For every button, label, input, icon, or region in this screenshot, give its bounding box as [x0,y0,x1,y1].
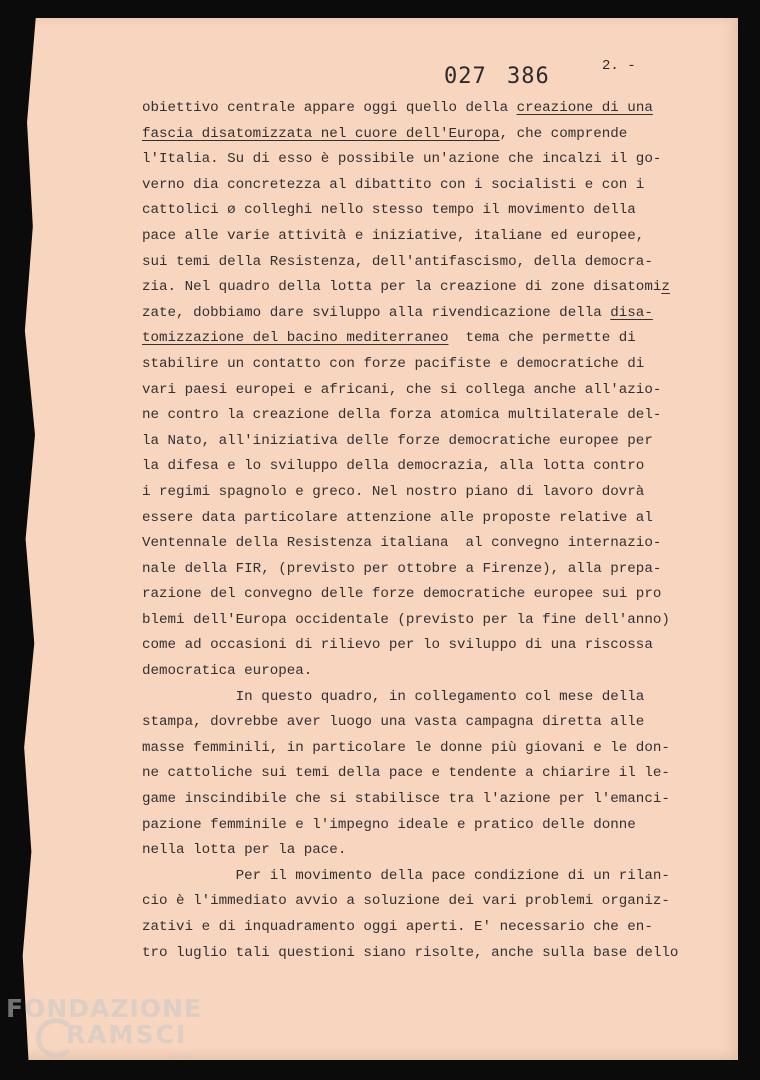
line-text: blemi dell'Europa occidentale (previsto per la fine dell'anno) [142,611,670,628]
line-text: game inscindibile che si stabilisce tra l'azione per l'emanci- [142,791,670,808]
line-text: i regimi spagnolo e greco. Nel nostro piano di lavoro dovrà [142,483,645,500]
line-text: Per il movimento della pace condizione di un rilan- [142,867,670,884]
text-line [142,429,712,455]
text-line [142,198,712,224]
underlined-text: disa- [610,304,653,321]
text-line [142,710,712,736]
text-line [142,864,712,890]
text-line [142,941,712,967]
text-line [142,301,712,327]
text-line [142,352,712,378]
line-text: In questo quadro, in collegamento col mese della [142,688,645,705]
text-line [142,633,712,659]
line-text: ne contro la creazione della forza atomica multilaterale del- [142,407,662,424]
text-line [142,454,712,480]
line-text: nella lotta per la pace. [142,842,347,859]
text-line [142,173,712,199]
text-line [142,531,712,557]
text-line [142,608,712,634]
watermark-line-fondazione: FONDAZIONE [6,994,203,1023]
text-line [142,403,712,429]
line-text: Ventennale della Resistenza italiana al convegno internazio- [142,535,662,552]
line-text: zate, dobbiamo dare sviluppo alla rivendicazione della [142,304,611,321]
line-text: cattolici ø colleghi nello stesso tempo il movimento della [142,202,636,219]
text-line [142,813,712,839]
line-text: nale della FIR, (previsto per ottobre a Firenze), alla prepa- [142,560,662,577]
line-text: la difesa e lo sviluppo della democrazia, alla lotta contro [142,458,645,475]
line-text: l'Italia. Su di esso è possibile un'azione che incalzi il go- [142,151,662,168]
line-text: la Nato, all'iniziativa delle forze democratiche europee per [142,432,653,449]
text-line [142,506,712,532]
text-line [142,889,712,915]
text-line [142,838,712,864]
text-line [142,96,712,122]
text-line [142,250,712,276]
text-line [142,275,712,301]
underlined-text: tomizzazione del bacino mediterraneo [142,330,449,347]
text-line [142,122,712,148]
text-line [142,685,712,711]
text-line [142,787,712,813]
line-text: obiettivo centrale appare oggi quello della [142,100,517,116]
text-line [142,480,712,506]
line-text: razione del convegno delle forze democratiche europee sui pro [142,586,662,603]
text-line [142,761,712,787]
line-text: democratica europea. [142,663,313,680]
line-text: pazione femminile e l'impegno ideale e pratico delle donne [142,816,636,833]
line-text: zia. Nel quadro della lotta per la creazione di zone disatomi [142,279,662,296]
fondazione-gramsci-watermark [6,994,203,1074]
text-line [142,915,712,941]
line-text: cio è l'immediato avvio a soluzione dei vari problemi organiz- [142,893,670,910]
watermark-small-text: ONLUS [168,1052,192,1060]
line-text: essere data particolare attenzione alle proposte relative al [142,509,653,526]
text-line [142,224,712,250]
page-number: 2. - [602,58,636,74]
text-line [142,659,712,685]
line-text: stabilire un contatto con forze pacifiste e democratiche di [142,355,645,372]
underlined-text: creazione di una [516,100,653,116]
text-line [142,582,712,608]
line-text: sui temi della Resistenza, dell'antifascismo, della democra- [142,253,653,270]
watermark-line-gramsci: RAMSCI [66,1020,188,1049]
text-line [142,326,712,352]
line-text: tro luglio tali questioni siano risolte, anche sulla base dello [142,944,679,961]
line-text: pace alle varie attività e iniziative, italiane ed europee, [142,227,645,244]
text-line [142,557,712,583]
archive-reference-number: 027 386 [444,64,550,89]
line-text: , che comprende [499,125,628,142]
line-text: tema che permette di [448,330,636,347]
line-text: come ad occasioni di rilievo per lo sviluppo di una riscossa [142,637,653,654]
line-text: verno dia concretezza al dibattito con i socialisti e con i [142,176,645,193]
line-text: stampa, dovrebbe aver luogo una vasta campagna diretta alle [142,714,645,731]
line-text: ne cattoliche sui temi della pace e tendente a chiarire il le- [142,765,670,782]
underlined-text: fascia disatomizzata nel cuore dell'Europa [142,125,500,142]
text-line [142,147,712,173]
line-text: masse femminili, in particolare le donne più giovani e le don- [142,739,670,756]
underlined-text: z [661,279,670,296]
line-text: vari paesi europei e africani, che si collega anche all'azio- [142,381,662,398]
typewritten-body-text [142,96,712,966]
line-text: zativi e di inquadramento oggi aperti. E' necessario che en- [142,919,653,935]
text-line [142,736,712,762]
text-line [142,378,712,404]
